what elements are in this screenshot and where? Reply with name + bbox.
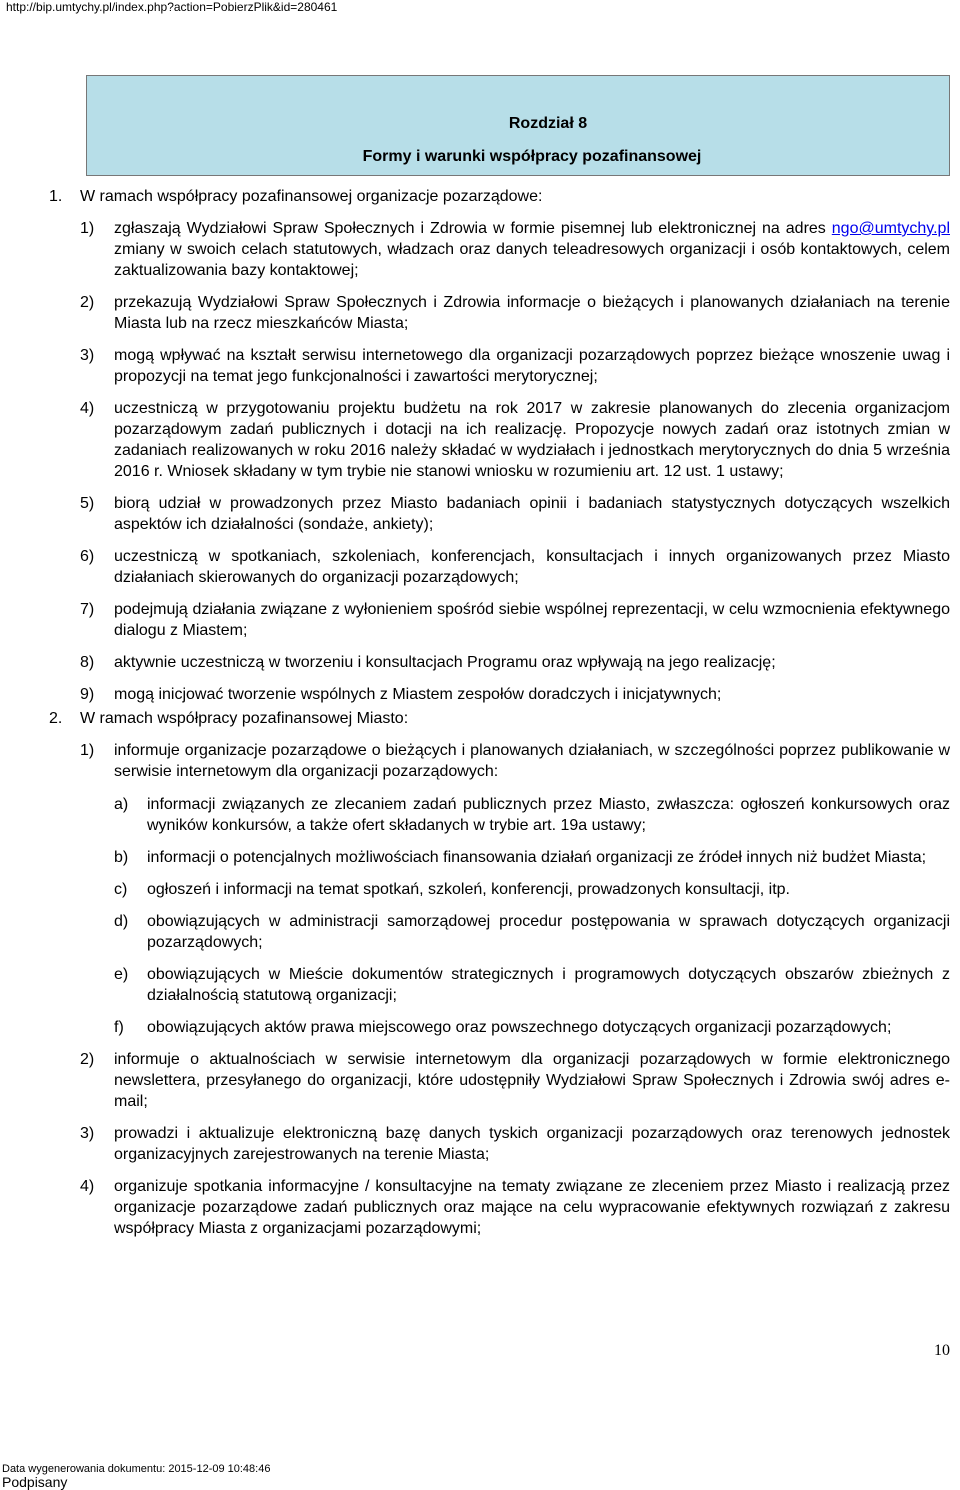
item-text-post: zmiany w swoich celach statutowych, władzach oraz danych teleadresowych organizacji i osób kontaktowych, celem zaktualizowania bazy kontaktowej;	[114, 241, 950, 279]
section-number: 2.	[49, 710, 63, 727]
list-item	[0, 599, 960, 641]
sub-item-text: ogłoszeń i informacji na temat spotkań, szkoleń, konferencji, prowadzonych konsultacji, itp.	[147, 881, 790, 898]
list-item	[0, 1049, 960, 1112]
sub-item-text: informacji związanych ze zlecaniem zadań publicznych przez Miasto, zwłaszcza: ogłoszeń konkursowych oraz wyników konkursów, a także ofert składanych w trybie art. 19a ustawy;	[147, 796, 950, 834]
sub-item-letter: e)	[114, 966, 129, 983]
item-number: 9)	[80, 686, 95, 703]
sub-item-text: obowiązujących w Mieście dokumentów strategicznych i programowych dotyczących obszarów zbieżnych z działalnością statutową organizacji;	[147, 966, 950, 1004]
item-text: uczestniczą w spotkaniach, szkoleniach, konferencjach, konsultacjach i innych organizowanych przez Miasto działaniach skierowanych do organizacji pozarządowych;	[114, 548, 950, 586]
page-number: 10	[934, 1342, 950, 1359]
sub-item-letter: b)	[114, 849, 129, 866]
list-item	[0, 740, 960, 782]
item-text: aktywnie uczestniczą w tworzeniu i konsultacjach Programu oraz wpływają na jego realizację;	[114, 654, 776, 671]
list-item	[0, 292, 960, 334]
generation-date: Data wygenerowania dokumentu: 2015-12-09 10:48:46	[2, 1463, 271, 1475]
item-text-pre: zgłaszają Wydziałowi Spraw Społecznych i Zdrowia w formie pisemnej lub elektronicznej na adres	[114, 220, 832, 237]
list-item	[0, 398, 960, 482]
sub-item	[0, 847, 960, 868]
email-link[interactable]: ngo@umtychy.pl	[831, 220, 950, 237]
item-number: 6)	[80, 548, 95, 565]
list-item	[0, 218, 960, 281]
sub-item	[0, 794, 960, 836]
section-1	[0, 186, 960, 207]
sub-item-text: obowiązujących aktów prawa miejscowego oraz powszechnego dotyczących organizacji pozarządowych;	[147, 1019, 892, 1036]
chapter-subtitle: Formy i warunki współpracy pozafinansowej	[362, 148, 702, 165]
sub-item-letter: f)	[114, 1019, 124, 1036]
item-text: biorą udział w prowadzonych przez Miasto badaniach opinii i badaniach statystycznych dotyczących wszelkich aspektów ich działalności (sondaże, ankiety);	[114, 495, 950, 533]
item-text: informuje organizacje pozarządowe o bieżących i planowanych działaniach, w szczególności poprzez publikowanie w serwisie internetowym dla organizacji pozarządowych:	[114, 742, 950, 780]
list-item	[0, 546, 960, 588]
list-item	[0, 1123, 960, 1165]
list-item	[0, 1176, 960, 1239]
sub-item-text: obowiązujących w administracji samorządowej procedur postępowania w sprawach dotyczących organizacji pozarządowych;	[147, 913, 950, 951]
item-number: 3)	[80, 347, 95, 364]
item-number: 7)	[80, 601, 95, 618]
sub-item-letter: a)	[114, 796, 129, 813]
item-text: informuje o aktualnościach w serwisie internetowym dla organizacji pozarządowych w formie elektronicznego newslettera, przesyłanego do organizacji, które udostępniły Wydziałowi Spraw Społecznych i Zdrowia swój adres e-mail;	[114, 1051, 950, 1110]
signature-label: Podpisany	[2, 1474, 68, 1490]
item-text: przekazują Wydziałowi Spraw Społecznych i Zdrowia informacje o bieżących i planowanych działaniach na terenie Miasta lub na rzecz mieszkańców Miasta;	[114, 294, 950, 332]
item-number: 3)	[80, 1125, 95, 1142]
section-2	[0, 708, 960, 729]
list-item	[0, 652, 960, 673]
item-number: 2)	[80, 294, 95, 311]
item-number: 1)	[80, 220, 95, 237]
sub-item	[0, 911, 960, 953]
sub-item	[0, 879, 960, 900]
item-text: prowadzi i aktualizuje elektroniczną bazę danych tyskich organizacji pozarządowych oraz terenowych jednostek organizacyjnych zarejestrowanych na terenie Miasta;	[114, 1125, 950, 1163]
document-body	[0, 186, 960, 1250]
document-url: http://bip.umtychy.pl/index.php?action=PobierzPlik&id=280461	[6, 0, 338, 14]
sub-item	[0, 1017, 960, 1038]
item-number: 4)	[80, 1178, 95, 1195]
list-item	[0, 493, 960, 535]
sub-item-text: informacji o potencjalnych możliwościach finansowania działań organizacji ze źródeł innych niż budżet Miasta;	[147, 849, 927, 866]
list-item	[0, 684, 960, 705]
item-text: mogą wpływać na kształt serwisu internetowego dla organizacji pozarządowych poprzez bieżące wnoszenie uwag i propozycji na temat jego funkcjonalności i zawartości merytorycznej;	[114, 347, 950, 385]
item-number: 1)	[80, 742, 95, 759]
chapter-header	[86, 75, 950, 176]
section-number: 1.	[49, 188, 63, 205]
item-number: 2)	[80, 1051, 95, 1068]
item-text: mogą inicjować tworzenie wspólnych z Miastem zespołów doradczych i inicjatywnych;	[114, 686, 722, 703]
item-number: 8)	[80, 654, 95, 671]
item-text: organizuje spotkania informacyjne / konsultacyjne na tematy związane ze zleceniem przez Miasto i realizacją przez organizacje pozarządowe zadań publicznych oraz mające na celu wypracowanie efektywnych rozwiązań z zakresu współpracy Miasta z organizacjami pozarządowymi;	[114, 1178, 950, 1237]
item-text: uczestniczą w przygotowaniu projektu budżetu na rok 2017 w zakresie planowanych do zlecenia organizacjom pozarządowym zadań publicznych i dotacji na ich realizację. Propozycje nowych zadań oraz istotnych zmian w zadaniach realizowanych w roku 2016 należy składać w wydziałach i jednostkach merytorycznych do dnia 5 września 2016 r. Wniosek składany w tym trybie nie stanowi wniosku w rozumieniu art. 12 ust. 1 ustawy;	[114, 400, 950, 480]
item-text: podejmują działania związane z wyłonieniem spośród siebie wspólnej reprezentacji, w celu wzmocnienia efektywnego dialogu z Miastem;	[114, 601, 950, 639]
section-heading: W ramach współpracy pozafinansowej Miasto:	[80, 710, 409, 727]
section-heading: W ramach współpracy pozafinansowej organizacje pozarządowe:	[80, 188, 543, 205]
sub-item	[0, 964, 960, 1006]
item-number: 4)	[80, 400, 95, 417]
chapter-number: Rozdział 8	[508, 115, 588, 132]
sub-item-letter: c)	[114, 881, 128, 898]
item-number: 5)	[80, 495, 95, 512]
list-item	[0, 345, 960, 387]
sub-item-letter: d)	[114, 913, 129, 930]
